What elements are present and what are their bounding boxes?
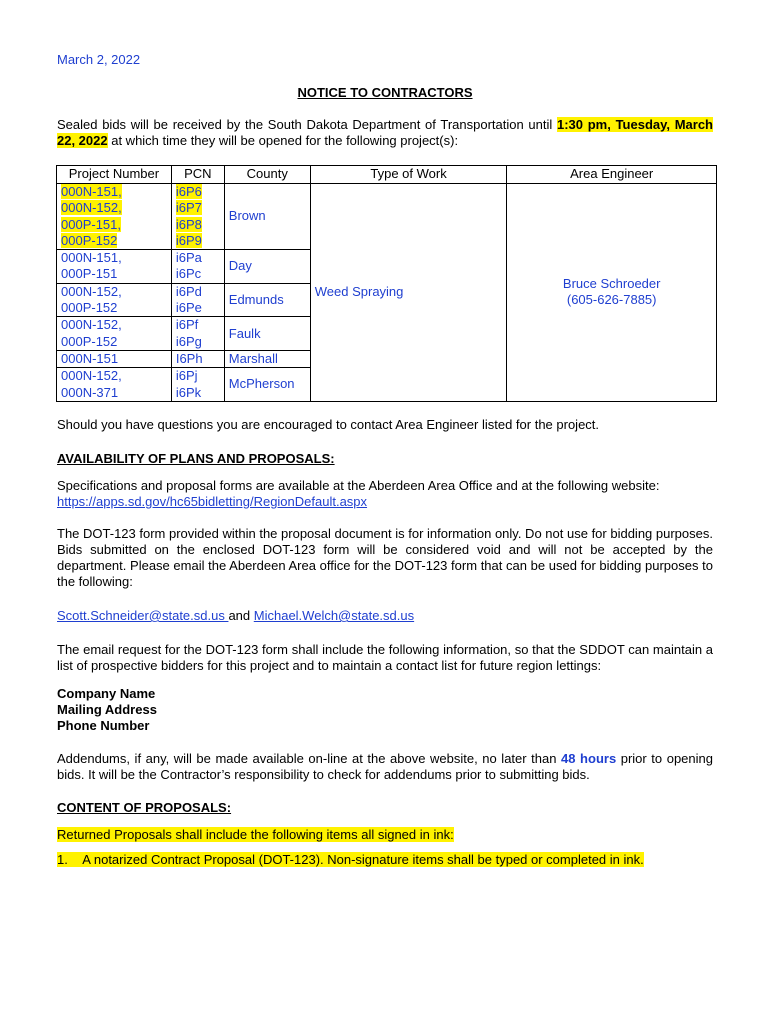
- email-link-scott[interactable]: Scott.Schneider@state.sd.us: [57, 608, 229, 623]
- pcn: I6Ph: [175, 350, 203, 366]
- region-letting-link[interactable]: https://apps.sd.gov/hc65bidletting/RegionDefault.aspx: [57, 494, 368, 509]
- pcn: i6Pc: [175, 266, 202, 282]
- header-type-of-work: Type of Work: [310, 166, 507, 184]
- project-number: 000N-151: [61, 350, 119, 366]
- bid-deadline: 1:30 pm, Tuesday, March 22, 2022: [57, 117, 713, 148]
- dot-123-paragraph: The DOT-123 form provided within the proposal document is for information only. Do not use for bidding purposes. Bids submitted on the enclosed DOT-123 form will be considered void and will not be accepted by the department. Please email the Aberdeen Area office for the DOT-123 form that can be used for bidding purposes to the following:: [57, 526, 713, 589]
- pcn: i6P6: [175, 184, 202, 199]
- project-number: 000N-152,: [61, 283, 122, 299]
- engineer-name: Bruce Schroeder: [562, 276, 661, 292]
- table-header-row: [57, 166, 717, 184]
- project-cell: [57, 350, 172, 367]
- project-cell: [57, 283, 172, 317]
- intro-part1: Sealed bids will be received by the South Dakota Department of Transportation until: [57, 117, 557, 132]
- project-number: 000N-151,: [61, 184, 122, 199]
- specs-text: Specifications and proposal forms are available at the Aberdeen Area Office and at the following website:: [57, 478, 660, 493]
- field-company-name: Company Name: [57, 686, 156, 701]
- project-number: 000P-152: [61, 333, 118, 349]
- header-area-engineer: Area Engineer: [507, 166, 717, 184]
- project-cell: [57, 317, 172, 351]
- header-project-number: Project Number: [57, 166, 172, 184]
- project-number: 000P-151,: [61, 216, 121, 232]
- pcn: i6P7: [175, 200, 202, 216]
- addenda-part1: Addendums, if any, will be made available on-line at the above website, no later than: [57, 751, 562, 766]
- pcn-cell: [171, 368, 224, 402]
- project-number: 000N-152,: [61, 368, 122, 384]
- county-cell: Day: [224, 250, 310, 284]
- content-heading: CONTENT OF PROPOSALS:: [57, 800, 232, 815]
- project-cell: [57, 368, 172, 402]
- addenda-paragraph: [57, 751, 713, 783]
- pcn-cell: [171, 184, 224, 250]
- type-of-work-cell: Weed Spraying: [310, 184, 507, 402]
- item-1-text: A notarized Contract Proposal (DOT-123). Non-signature items shall be typed or completed in ink.: [82, 852, 644, 867]
- pcn: i6Pa: [175, 250, 202, 266]
- pcn: i6P9: [175, 232, 202, 248]
- returned-proposals: [57, 827, 713, 843]
- header-pcn: PCN: [171, 166, 224, 184]
- questions-text: Should you have questions you are encouraged to contact Area Engineer listed for the project.: [57, 417, 600, 432]
- project-number: 000N-151,: [61, 250, 122, 266]
- pcn: i6Pd: [175, 283, 202, 299]
- project-number: 000P-151: [61, 266, 118, 282]
- availability-heading: AVAILABILITY OF PLANS AND PROPOSALS:: [57, 451, 335, 466]
- intro-part2: at which time they will be opened for the following project(s):: [107, 133, 459, 148]
- pcn: i6Pg: [175, 333, 202, 349]
- table-row: [57, 184, 717, 250]
- page-title: NOTICE TO CONTRACTORS: [297, 85, 473, 100]
- pcn-cell: [171, 250, 224, 284]
- county-cell: Faulk: [224, 317, 310, 351]
- county-cell: Brown: [224, 184, 310, 250]
- project-number: 000N-152,: [61, 200, 122, 216]
- pcn-cell: [171, 317, 224, 351]
- project-number: 000N-371: [61, 384, 119, 400]
- project-cell: [57, 250, 172, 284]
- returned-text: Returned Proposals shall include the following items all signed in ink:: [57, 827, 454, 842]
- header-county: County: [224, 166, 310, 184]
- project-cell: [57, 184, 172, 250]
- email-and: and: [228, 608, 254, 623]
- county-cell: Edmunds: [224, 283, 310, 317]
- required-fields: [57, 686, 713, 734]
- specs-paragraph: [57, 478, 713, 510]
- projects-table: [56, 165, 717, 402]
- project-number: 000N-152,: [61, 317, 122, 333]
- proposal-item-1: [57, 852, 713, 868]
- email-contacts: [57, 608, 713, 624]
- pcn: i6P8: [175, 216, 202, 232]
- email-link-michael[interactable]: Michael.Welch@state.sd.us: [253, 608, 415, 623]
- request-paragraph: The email request for the DOT-123 form shall include the following information, so that the SDDOT can maintain a list of prospective bidders for this project and to maintain a contact list for future region lettings:: [57, 642, 713, 673]
- project-number: 000P-152: [61, 232, 118, 248]
- pcn: i6Pf: [175, 317, 199, 333]
- addenda-part2: prior to opening bids. It will be the Contractor’s responsibility to check for addendums prior to submitting bids.: [57, 751, 713, 782]
- addenda-hours: 48 hours: [561, 751, 617, 766]
- field-phone-number: Phone Number: [57, 718, 150, 733]
- pcn: i6Pk: [175, 384, 202, 400]
- intro-paragraph: [57, 117, 713, 149]
- pcn: i6Pj: [175, 368, 198, 384]
- project-number: 000P-152: [61, 300, 118, 316]
- area-engineer-cell: [507, 184, 717, 402]
- county-cell: Marshall: [224, 350, 310, 367]
- engineer-phone: (605-626-7885): [566, 292, 657, 308]
- pcn-cell: [171, 350, 224, 367]
- pcn-cell: [171, 283, 224, 317]
- county-cell: McPherson: [224, 368, 310, 402]
- pcn: i6Pe: [175, 300, 202, 316]
- field-mailing-address: Mailing Address: [57, 702, 157, 717]
- item-1-number: 1.: [57, 852, 68, 867]
- date: March 2, 2022: [57, 52, 141, 67]
